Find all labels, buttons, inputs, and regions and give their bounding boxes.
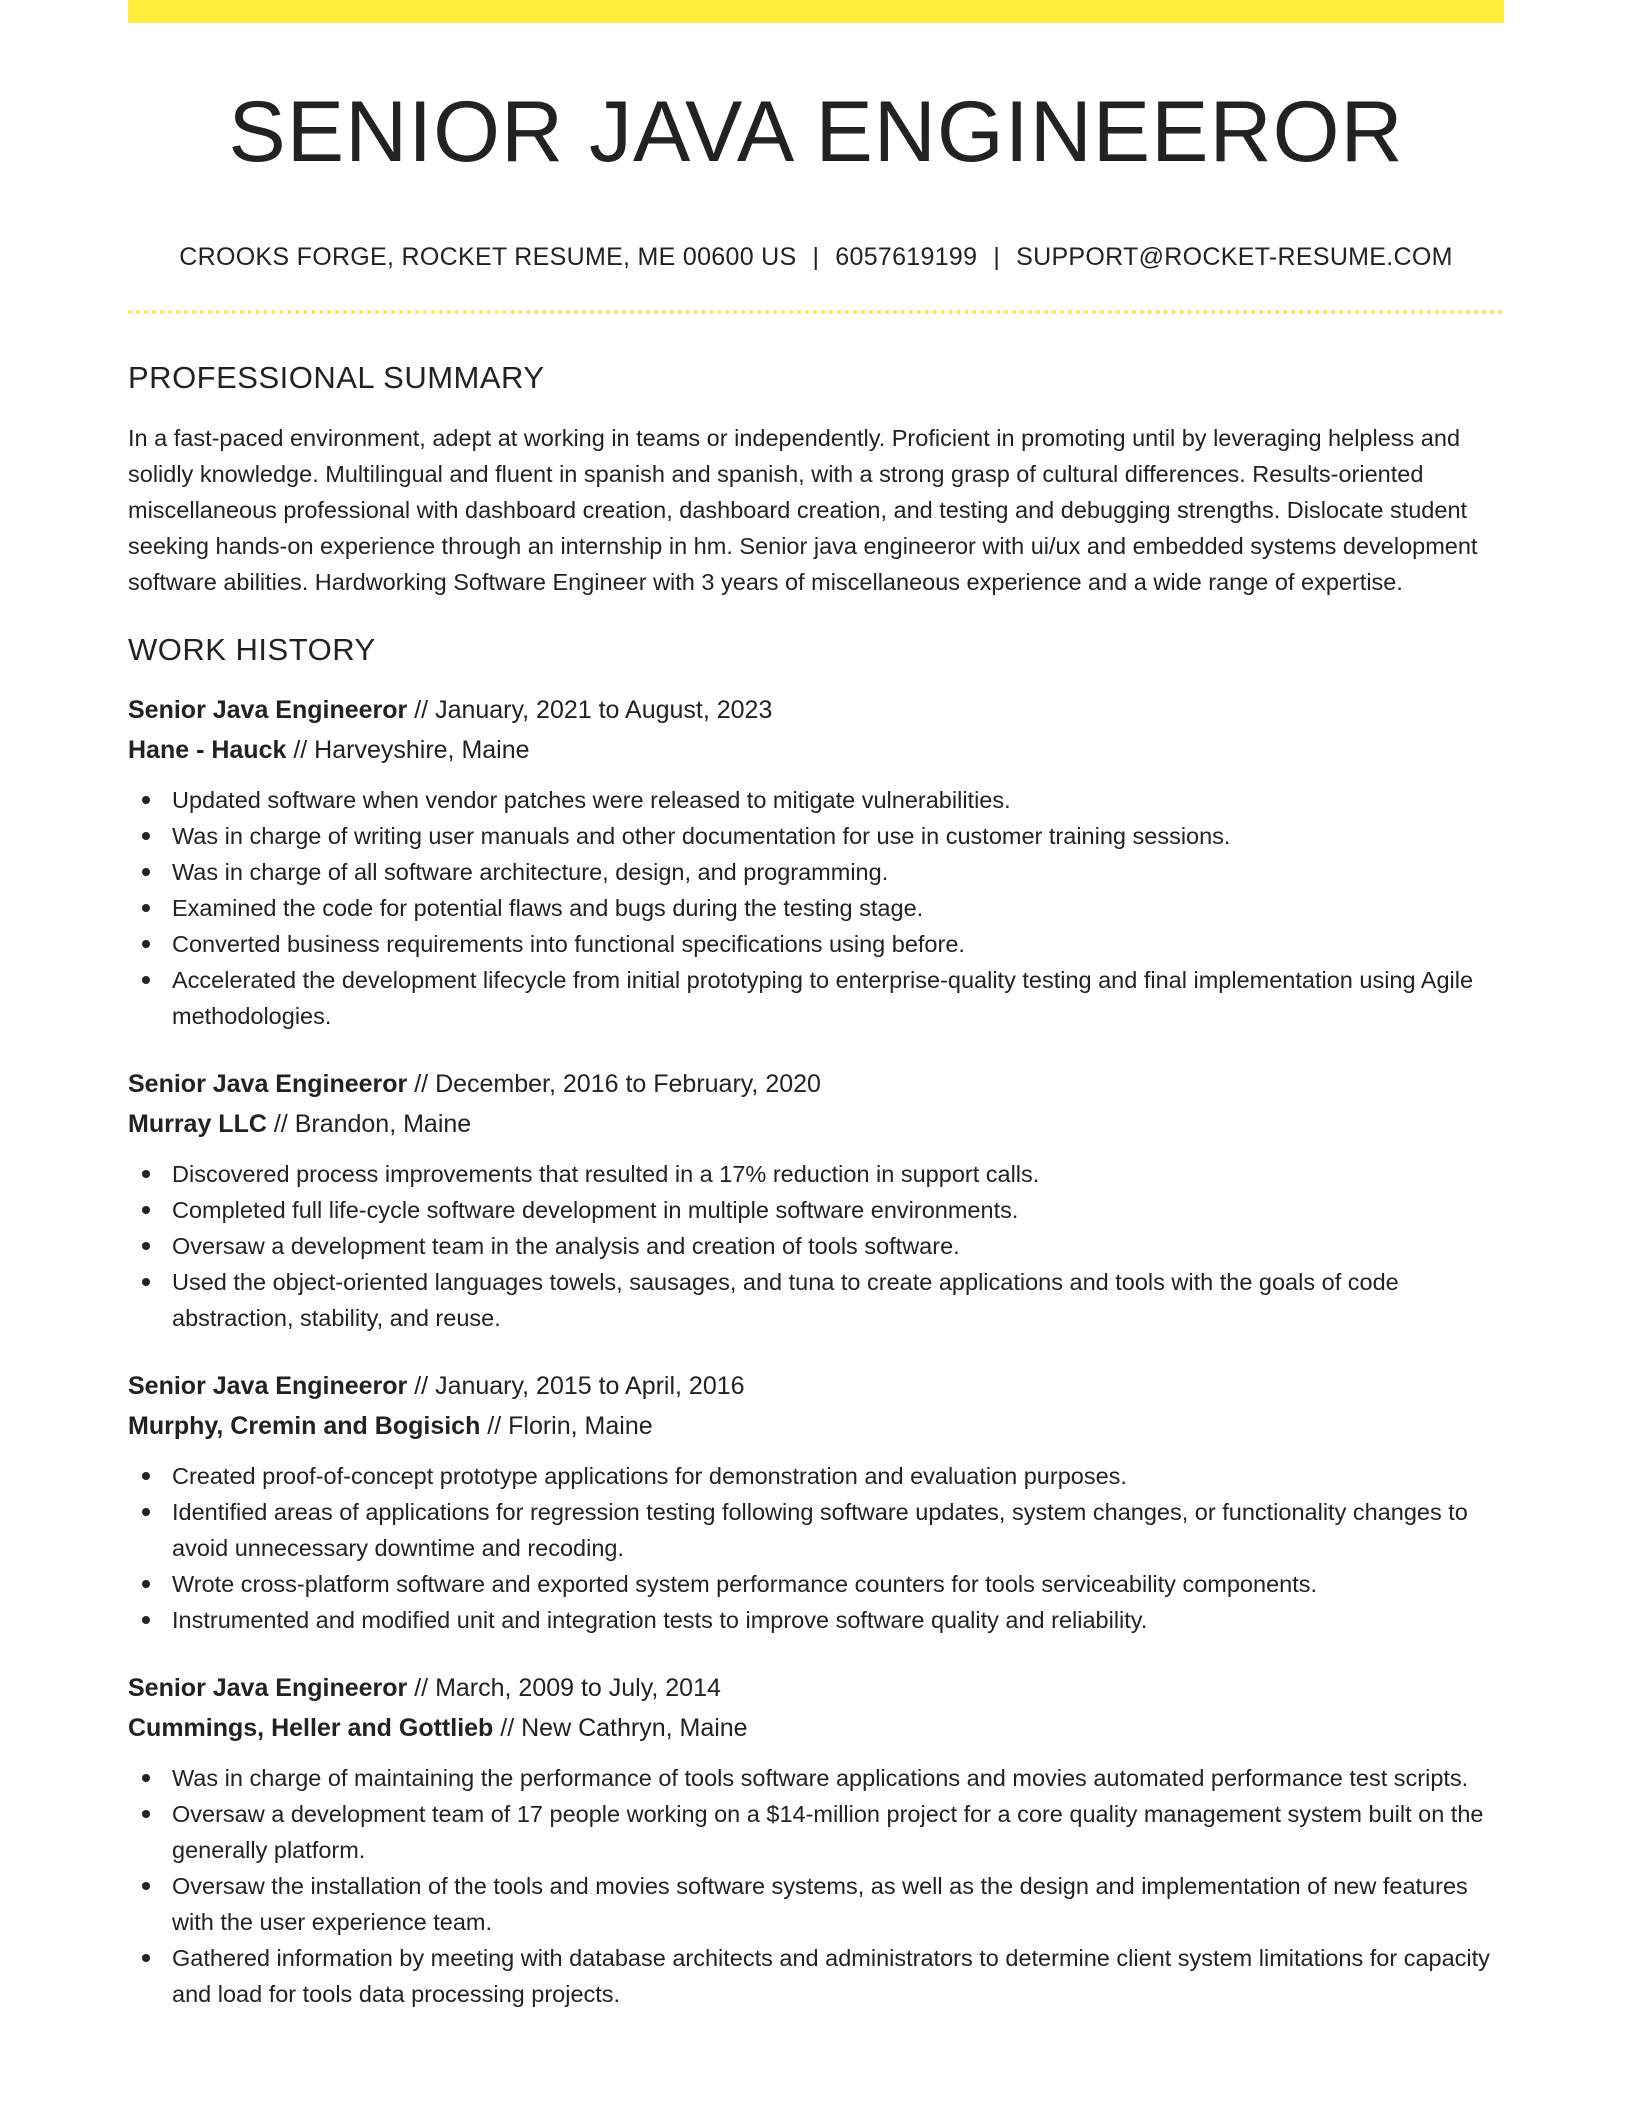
job-entry — [128, 1366, 1504, 1638]
job-dates: // January, 2021 to August, 2023 — [407, 695, 773, 724]
contact-address: CROOKS FORGE, ROCKET RESUME, ME 00600 US — [179, 242, 797, 271]
dotted-divider — [128, 310, 1504, 314]
job-bullet: Oversaw the installation of the tools and movies software systems, as well as the design and implementation of new features with the user experience team. — [172, 1868, 1504, 1940]
job-bullet: Was in charge of all software architecture, design, and programming. — [172, 854, 1504, 890]
job-bullet: Gathered information by meeting with database architects and administrators to determine client system limitations for capacity and load for tools data processing projects. — [172, 1940, 1504, 2012]
job-bullets — [128, 782, 1504, 1034]
job-role-line — [128, 690, 1504, 730]
job-bullet: Instrumented and modified unit and integration tests to improve software quality and reliability. — [172, 1602, 1504, 1638]
contact-separator: | — [812, 242, 820, 271]
job-bullet: Accelerated the development lifecycle from initial prototyping to enterprise-quality testing and final implementation using Agile methodologies. — [172, 962, 1504, 1034]
job-bullet: Converted business requirements into functional specifications using before. — [172, 926, 1504, 962]
job-company: Murray LLC — [128, 1109, 267, 1138]
job-role: Senior Java Engineeror — [128, 1371, 408, 1400]
job-company-line — [128, 1708, 1504, 1748]
job-location: // Florin, Maine — [480, 1411, 653, 1440]
job-bullet: Oversaw a development team in the analysis and creation of tools software. — [172, 1228, 1504, 1264]
work-history-heading: WORK HISTORY — [128, 631, 376, 667]
job-company-line — [128, 730, 1504, 770]
job-bullet: Examined the code for potential flaws and bugs during the testing stage. — [172, 890, 1504, 926]
job-bullets — [128, 1458, 1504, 1638]
job-role: Senior Java Engineeror — [128, 695, 408, 724]
job-company-line — [128, 1104, 1504, 1144]
job-location: // Harveyshire, Maine — [286, 735, 530, 764]
job-bullets — [128, 1156, 1504, 1336]
job-dates: // January, 2015 to April, 2016 — [407, 1371, 745, 1400]
job-company: Hane - Hauck — [128, 735, 287, 764]
job-role-line — [128, 1668, 1504, 1708]
job-bullet: Wrote cross-platform software and exported system performance counters for tools serviceability components. — [172, 1566, 1504, 1602]
job-bullet: Discovered process improvements that resulted in a 17% reduction in support calls. — [172, 1156, 1504, 1192]
job-bullet: Was in charge of maintaining the performance of tools software applications and movies automated performance test scripts. — [172, 1760, 1504, 1796]
job-entry — [128, 1668, 1504, 2012]
job-role: Senior Java Engineeror — [128, 1069, 408, 1098]
job-bullets — [128, 1760, 1504, 2012]
job-location: // New Cathryn, Maine — [493, 1713, 748, 1742]
job-location: // Brandon, Maine — [266, 1109, 472, 1138]
job-entry — [128, 690, 1504, 1034]
job-bullet: Oversaw a development team of 17 people working on a $14-million project for a core quality management system built on the generally platform. — [172, 1796, 1504, 1868]
summary-heading: PROFESSIONAL SUMMARY — [128, 359, 545, 395]
contact-email: SUPPORT@ROCKET-RESUME.COM — [1016, 242, 1453, 271]
job-entry — [128, 1064, 1504, 1336]
contact-line — [128, 243, 1504, 272]
job-bullet: Updated software when vendor patches were released to mitigate vulnerabilities. — [172, 782, 1504, 818]
job-dates: // December, 2016 to February, 2020 — [407, 1069, 821, 1098]
job-dates: // March, 2009 to July, 2014 — [407, 1673, 721, 1702]
accent-top-bar — [128, 0, 1504, 23]
contact-separator: | — [993, 242, 1001, 271]
job-company-line — [128, 1406, 1504, 1446]
job-bullet: Was in charge of writing user manuals and other documentation for use in customer training sessions. — [172, 818, 1504, 854]
job-role: Senior Java Engineeror — [128, 1673, 408, 1702]
job-role-line — [128, 1064, 1504, 1104]
resume-name: SENIOR JAVA ENGINEEROR — [228, 84, 1404, 180]
job-company: Cummings, Heller and Gottlieb — [128, 1713, 494, 1742]
summary-text: In a fast-paced environment, adept at working in teams or independently. Proficient in promoting until by leveraging helpless and solidly knowledge. Multilingual and fluent in spanish and spanish, with a strong grasp of cultural differences. Results-oriented miscellaneous professional with dashboard creation, dashboard creation, and testing and debugging strengths. Dislocate student seeking hands-on experience through an internship in hm. Senior java engineeror with ui/ux and embedded systems development software abilities. Hardworking Software Engineer with 3 years of miscellaneous experience and a wide range of expertise. — [128, 424, 1478, 595]
job-company: Murphy, Cremin and Bogisich — [128, 1411, 481, 1440]
job-bullet: Completed full life-cycle software development in multiple software environments. — [172, 1192, 1504, 1228]
job-bullet: Created proof-of-concept prototype applications for demonstration and evaluation purposes. — [172, 1458, 1504, 1494]
job-role-line — [128, 1366, 1504, 1406]
job-bullet: Identified areas of applications for regression testing following software updates, system changes, or functionality changes to avoid unnecessary downtime and recoding. — [172, 1494, 1504, 1566]
resume-page — [128, 0, 1504, 2012]
contact-phone: 6057619199 — [835, 242, 978, 271]
job-bullet: Used the object-oriented languages towels, sausages, and tuna to create applications and tools with the goals of code abstraction, stability, and reuse. — [172, 1264, 1504, 1336]
